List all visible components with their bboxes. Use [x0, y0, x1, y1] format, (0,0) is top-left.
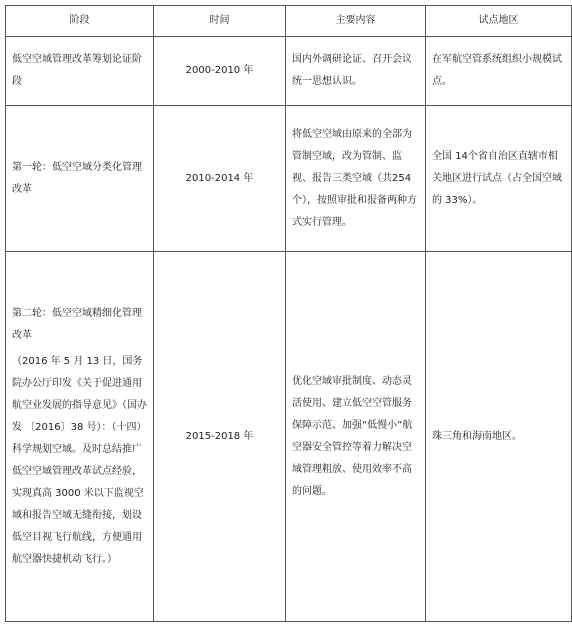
header-row: [6, 6, 572, 37]
reform-table: [5, 5, 572, 622]
cell-time: 2010-2014 年: [154, 106, 286, 252]
table-row: [6, 252, 572, 622]
cell-region: 珠三角和海南地区。: [426, 252, 572, 622]
cell-content: 将低空空域由原来的全部为管制空域，改为管制、监视、报告三类空域（共254个），按照审批和报备两种方式实行管理。: [286, 106, 426, 252]
header-time: 时间: [154, 6, 286, 37]
header-content: 主要内容: [286, 6, 426, 37]
cell-time: 2000-2010 年: [154, 37, 286, 106]
table-row: [6, 37, 572, 106]
table-row: [6, 106, 572, 252]
cell-content: 国内外调研论证、召开会议统一思想认识。: [286, 37, 426, 106]
cell-stage: 第一轮：低空空域分类化管理改革: [6, 106, 154, 252]
cell-stage: 低空空域管理改革筹划论证阶段: [6, 37, 154, 106]
table-header: [6, 6, 572, 37]
cell-time: 2015-2018 年: [154, 252, 286, 622]
header-region: 试点地区: [426, 6, 572, 37]
cell-stage-group: [6, 252, 154, 622]
header-stage: 阶段: [6, 6, 154, 37]
cell-region: 在军航空管系统组织小规模试点。: [426, 37, 572, 106]
cell-stage: 第二轮：低空空域精细化管理改革: [12, 307, 142, 341]
cell-stage-note: （2016 年 5 月 13 日，国务院办公厅印发《关于促进通用航空业发展的指导意见》（国办发 〔2016〕38 号）：（十四）科学规划空域。及时总结推广低空空域管理改革试点经验，实现真高 3000 米以下监视空域和报告空域无缝衔接，划设低空目视飞行航线，方便通用航空器快捷机动飞行。）: [12, 355, 147, 565]
cell-content: 优化空域审批制度、动态灵活使用、建立低空空管服务保障示范、加强“低慢小”航空器安全管控等着力解决空域管理粗放、使用效率不高的问题。: [286, 252, 426, 622]
cell-region: 全国 14个省自治区直辖市相关地区进行试点（占全国空域的 33%）。: [426, 106, 572, 252]
